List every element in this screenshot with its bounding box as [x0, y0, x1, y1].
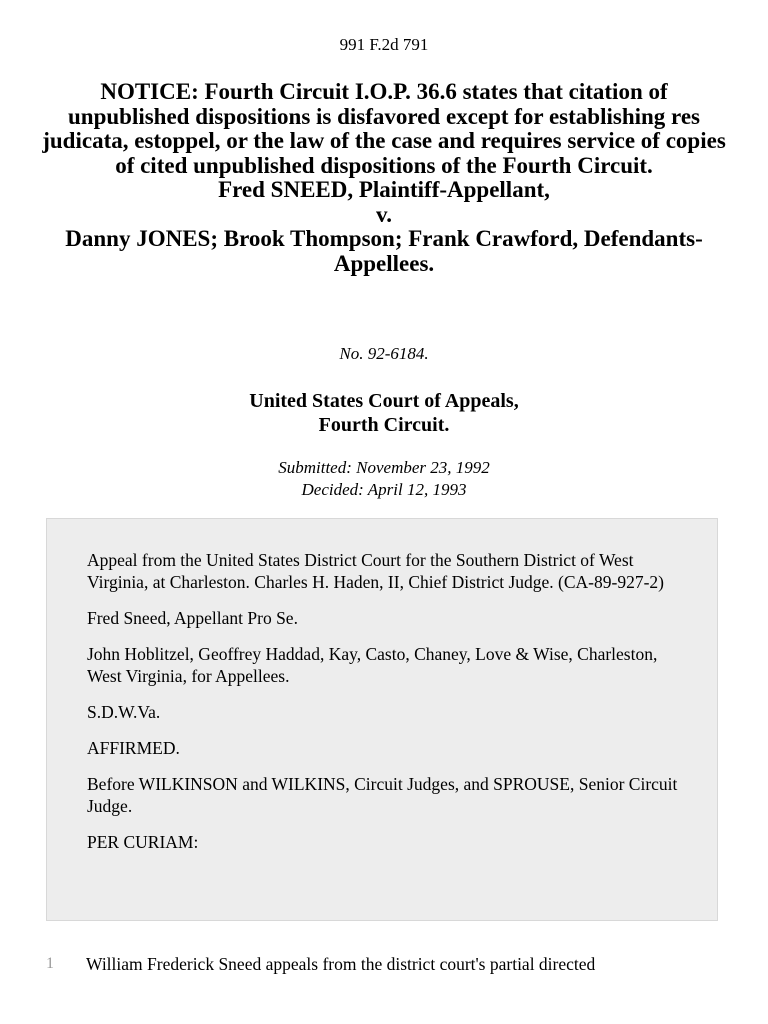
submitted-date: Submitted: November 23, 1992	[278, 458, 490, 477]
per-curiam-label: PER CURIAM:	[87, 832, 199, 852]
court-name	[0, 389, 768, 437]
decided-date: Decided: April 12, 1993	[301, 480, 467, 499]
court-name-line1: United States Court of Appeals,	[249, 390, 519, 412]
appellant-counsel: Fred Sneed, Appellant Pro Se.	[87, 608, 298, 628]
case-summary-box	[46, 518, 718, 921]
versus-label: v.	[376, 201, 392, 227]
lower-court: S.D.W.Va.	[87, 702, 161, 722]
paragraph-text: William Frederick Sneed appeals from the district court's partial directed	[86, 954, 596, 974]
appellee-counsel: John Hoblitzel, Geoffrey Haddad, Kay, Casto, Chaney, Love & Wise, Charleston, West Virginia, for Appellees.	[87, 644, 658, 686]
case-dates	[0, 457, 768, 501]
defendants-names: Danny JONES; Brook Thompson; Frank Crawford, Defendants-Appellees.	[65, 226, 703, 276]
case-summary-content	[87, 549, 687, 867]
panel-judges: Before WILKINSON and WILKINS, Circuit Judges, and SPROUSE, Senior Circuit Judge.	[87, 774, 678, 816]
disposition: AFFIRMED.	[87, 738, 180, 758]
notice-text: NOTICE: Fourth Circuit I.O.P. 36.6 states that citation of unpublished dispositions is disfavored except for establishing res judicata, estoppel, or the law of the case and requires service of copies of cited unpublished dispositions of the Fourth Circuit.	[42, 79, 726, 178]
case-title	[40, 80, 728, 276]
docket-number: No. 92-6184.	[339, 344, 429, 363]
appeal-from-text: Appeal from the United States District Court for the Southern District of West Virginia, at Charleston. Charles H. Haden, II, Chief District Judge. (CA-89-927-2)	[87, 550, 664, 592]
plaintiff-name: Fred SNEED, Plaintiff-Appellant,	[218, 177, 550, 202]
court-name-line2: Fourth Circuit.	[318, 414, 450, 436]
paragraph-number: 1	[46, 955, 54, 972]
case-citation: 991 F.2d 791	[339, 35, 429, 54]
